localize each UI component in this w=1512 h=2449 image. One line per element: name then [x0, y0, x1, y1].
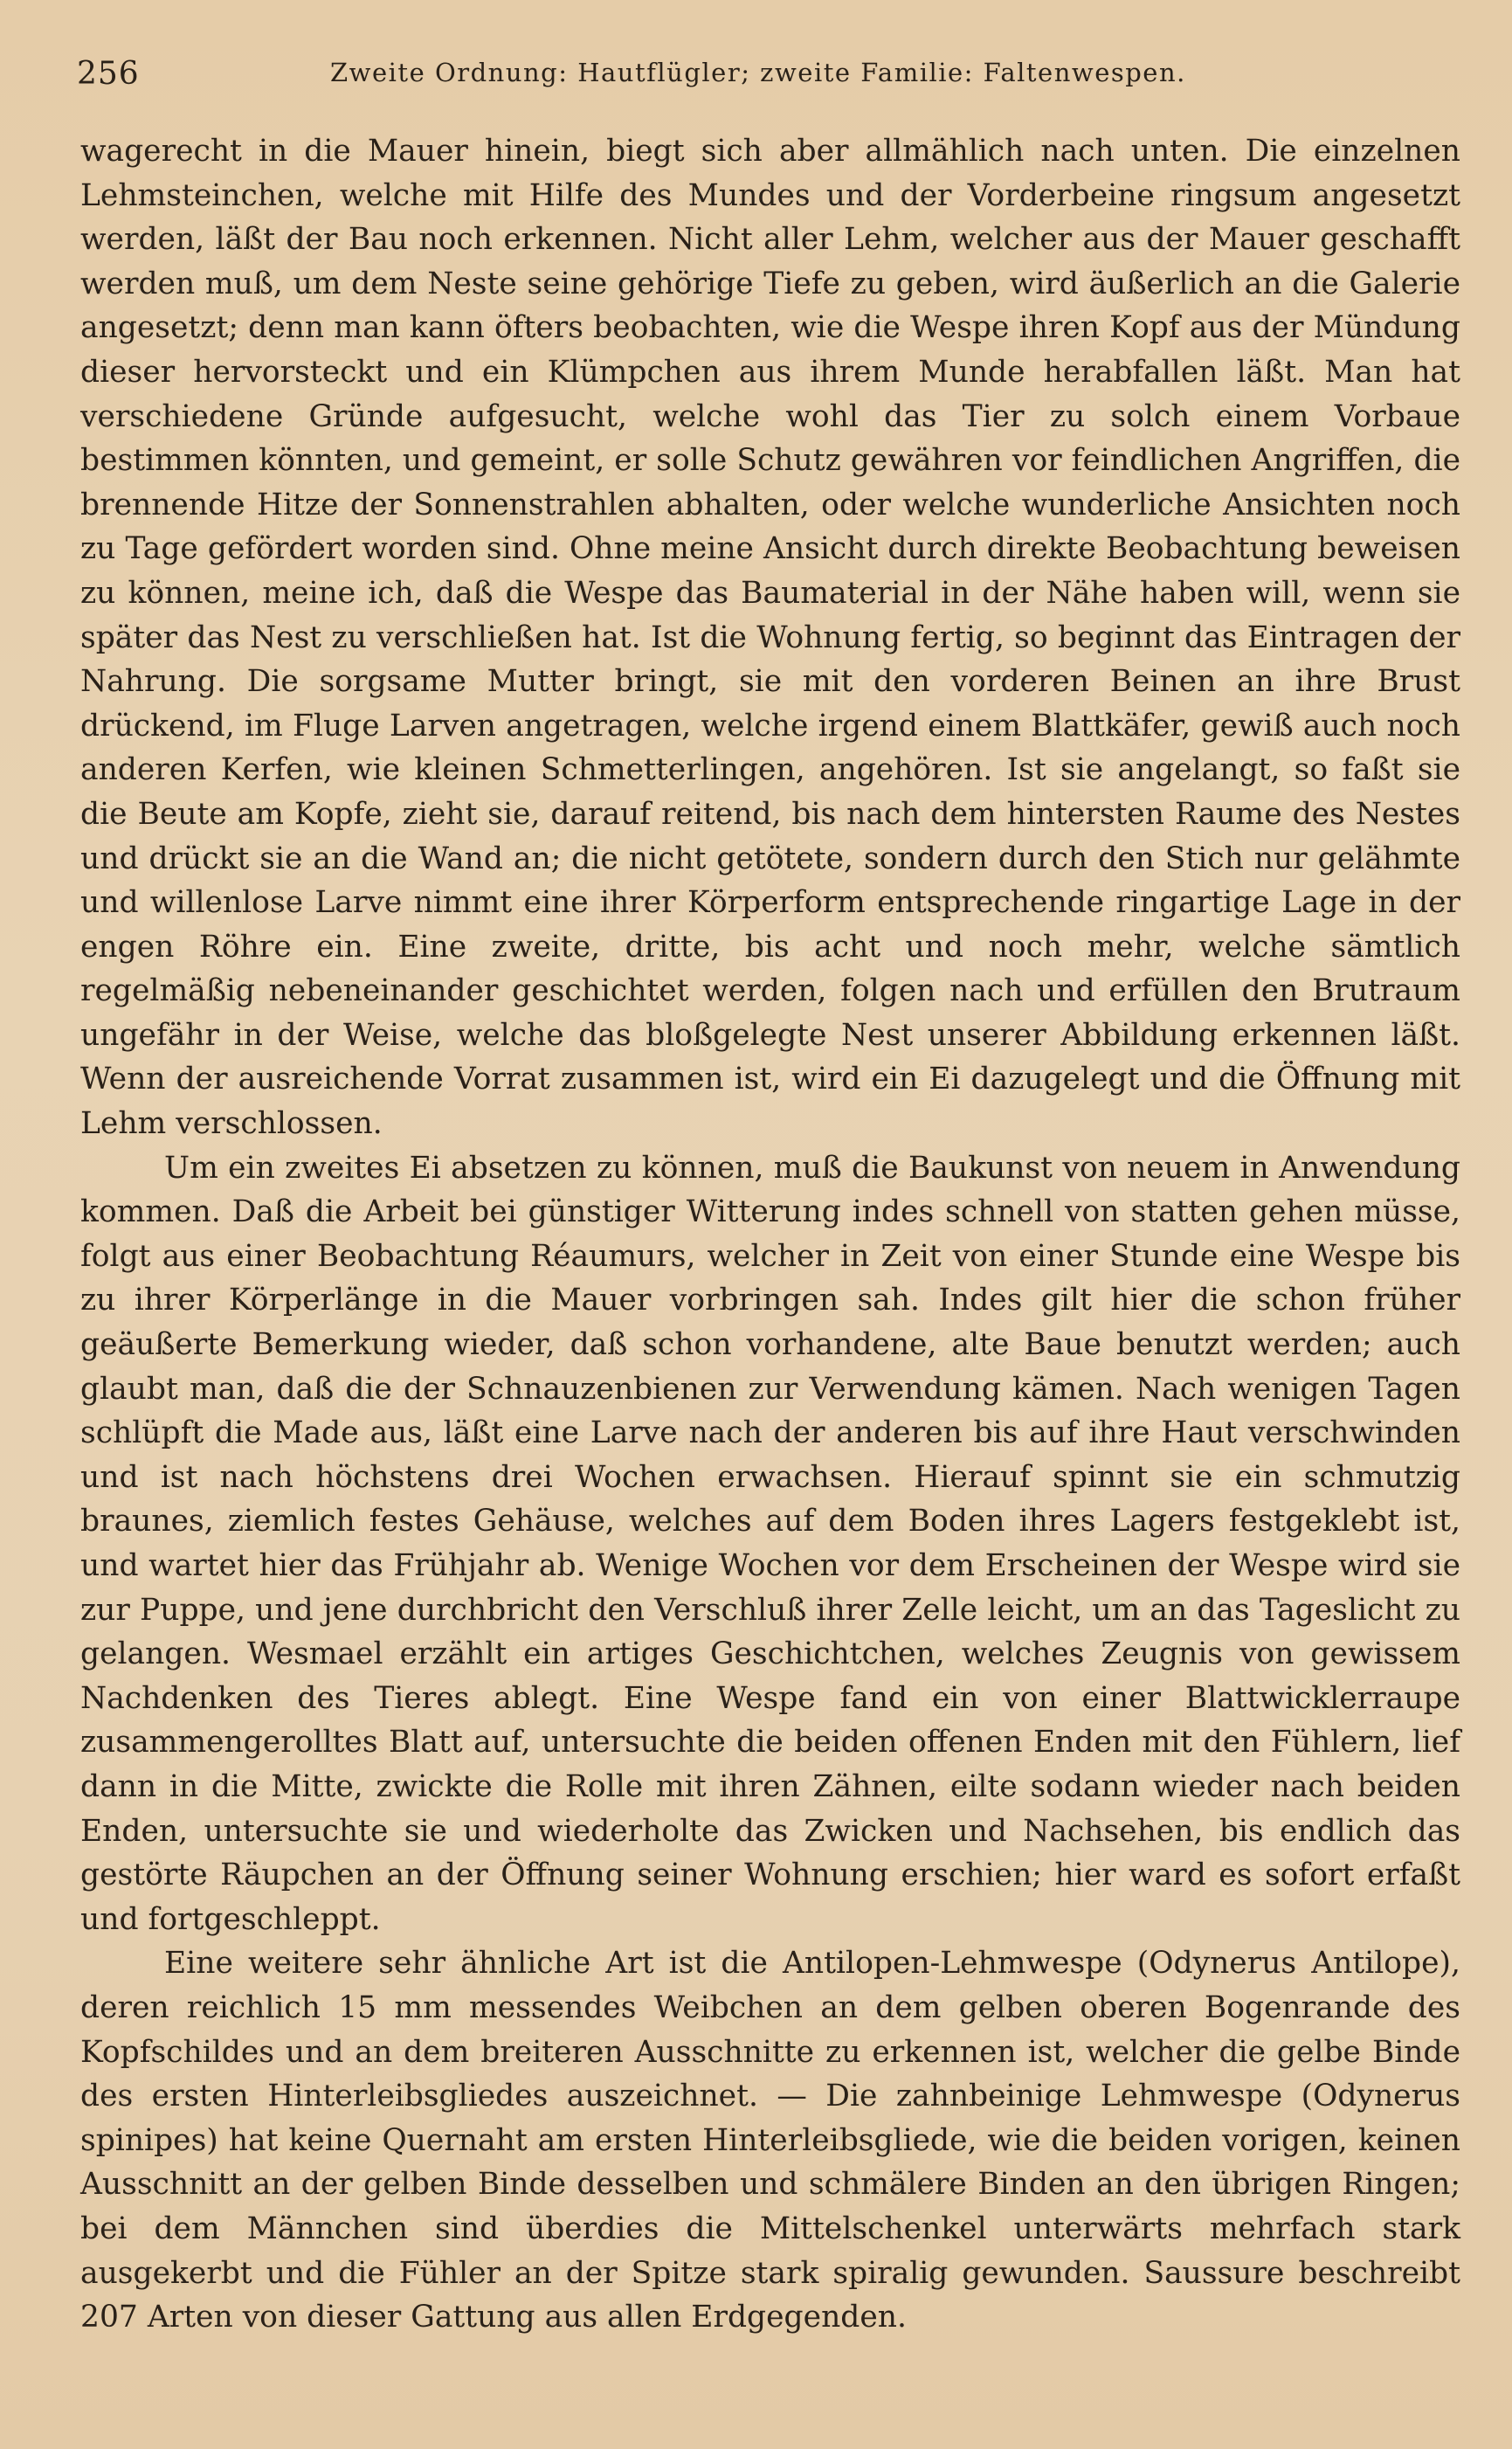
body-text — [80, 129, 1460, 2340]
page-header — [77, 51, 1457, 103]
paragraph-3: Eine weitere sehr ähnliche Art ist die Antilopen-Lehmwespe (Odynerus Antilope), deren reichlich 15 mm messendes Weibchen an dem gelben oberen Bogenrande des Kopfschildes und an dem breiteren Ausschnitte zu erkennen ist, welcher die gelbe Binde des ersten Hinterleibsgliedes auszeichnet. — Die zahnbeinige Lehmwespe (Odynerus spinipes) hat keine Quernaht am ersten Hinterleibsgliede, wie die beiden vorigen, keinen Ausschnitt an der gelben Binde desselben und schmälere Binden an den übrigen Ringen; bei dem Männchen sind überdies die Mittelschenkel unterwärts mehrfach stark ausgekerbt und die Fühler an der Spitze stark spiralig gewunden. Saussure beschreibt 207 Arten von dieser Gattung aus allen Erdgegenden. — [80, 1946, 1460, 2335]
paragraph-1: wagerecht in die Mauer hinein, biegt sich aber allmählich nach unten. Die einzelnen Lehmsteinchen, welche mit Hilfe des Mundes und der Vorderbeine ringsum angesetzt werden, läßt der Bau noch erkennen. Nicht aller Lehm, welcher aus der Mauer geschafft werden muß, um dem Neste seine gehörige Tiefe zu geben, wird äußerlich an die Galerie angesetzt; denn man kann öfters beobachten, wie die Wespe ihren Kopf aus der Mündung dieser hervorsteckt und ein Klümpchen aus ihrem Munde herabfallen läßt. Man hat verschiedene Gründe aufgesucht, welche wohl das Tier zu solch einem Vorbaue bestimmen könnten, und gemeint, er solle Schutz gewähren vor feindlichen Angriffen, die brennende Hitze der Sonnenstrahlen abhalten, oder welche wunderliche Ansichten noch zu Tage gefördert worden sind. Ohne meine Ansicht durch direkte Beobachtung beweisen zu können, meine ich, daß die Wespe das Baumaterial in der Nähe haben will, wenn sie später das Nest zu verschließen hat. Ist die Wohnung fertig, so beginnt das Eintragen der Nahrung. Die sorgsame Mutter bringt, sie mit den vorderen Beinen an ihre Brust drückend, im Fluge Larven angetragen, welche irgend einem Blattkäfer, gewiß auch noch anderen Kerfen, wie kleinen Schmetterlingen, angehören. Ist sie angelangt, so faßt sie die Beute am Kopfe, zieht sie, darauf reitend, bis nach dem hintersten Raume des Nestes und drückt sie an die Wand an; die nicht getötete, sondern durch den Stich nur gelähmte und willenlose Larve nimmt eine ihrer Körperform entsprechende ringartige Lage in der engen Röhre ein. Eine zweite, dritte, bis acht und noch mehr, welche sämtlich regelmäßig nebeneinander geschichtet werden, folgen nach und erfüllen den Brutraum ungefähr in der Weise, welche das bloßgelegte Nest unserer Abbildung erkennen läßt. Wenn der ausreichende Vorrat zusammen ist, wird ein Ei dazugelegt und die Öffnung mit Lehm verschlossen. — [80, 134, 1460, 1142]
running-title: Zweite Ordnung: Hautflügler; zweite Familie: Faltenwespen. — [330, 58, 1186, 87]
page-number: 256 — [77, 56, 140, 92]
paragraph-2: Um ein zweites Ei absetzen zu können, muß die Baukunst von neuem in Anwendung kommen. Daß die Arbeit bei günstiger Witterung indes schnell von statten gehen müsse, folgt aus einer Beobachtung Réaumurs, welcher in Zeit von einer Stunde eine Wespe bis zu ihrer Körperlänge in die Mauer vorbringen sah. Indes gilt hier die schon früher geäußerte Bemerkung wieder, daß schon vorhandene, alte Baue benutzt werden; auch glaubt man, daß die der Schnauzenbienen zur Verwendung kämen. Nach wenigen Tagen schlüpft die Made aus, läßt eine Larve nach der anderen bis auf ihre Haut verschwinden und ist nach höchstens drei Wochen erwachsen. Hierauf spinnt sie ein schmutzig braunes, ziemlich festes Gehäuse, welches auf dem Boden ihres Lagers festgeklebt ist, und wartet hier das Frühjahr ab. Wenige Wochen vor dem Erscheinen der Wespe wird sie zur Puppe, und jene durchbricht den Verschluß ihrer Zelle leicht, um an das Tageslicht zu gelangen. Wesmael erzählt ein artiges Geschichtchen, welches Zeugnis von gewissem Nachdenken des Tieres ablegt. Eine Wespe fand ein von einer Blattwicklerraupe zusammengerolltes Blatt auf, untersuchte die beiden offenen Enden mit den Fühlern, lief dann in die Mitte, zwickte die Rolle mit ihren Zähnen, eilte sodann wieder nach beiden Enden, untersuchte sie und wiederholte das Zwicken und Nachsehen, bis endlich das gestörte Räupchen an der Öffnung seiner Wohnung erschien; hier ward es sofort erfaßt und fortgeschleppt. — [80, 1150, 1460, 1937]
